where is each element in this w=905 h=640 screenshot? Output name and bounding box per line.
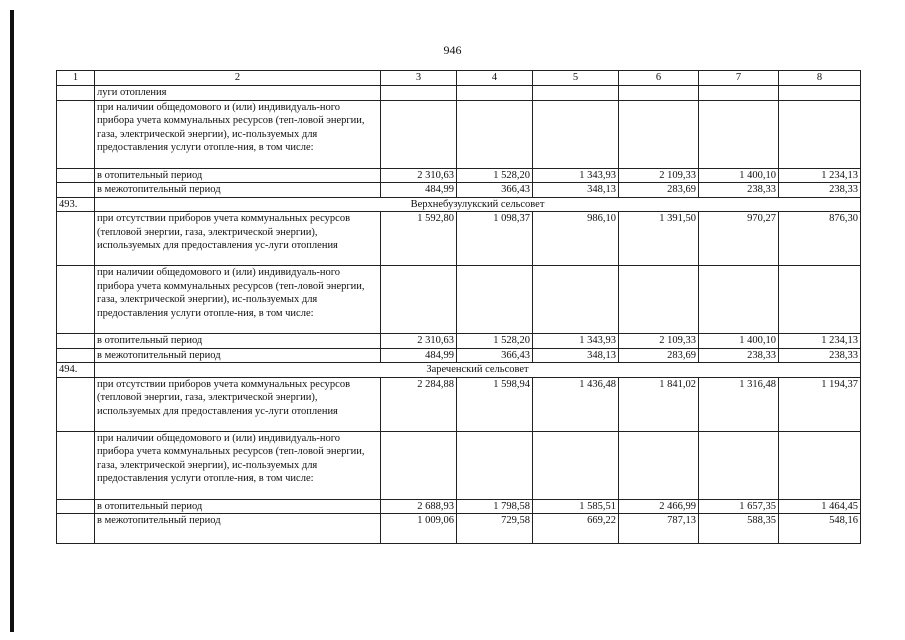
row-description: луги отопления	[95, 86, 381, 101]
tariff-value	[457, 100, 533, 168]
tariff-value: 876,30	[779, 212, 861, 266]
tariff-value: 669,22	[533, 514, 619, 544]
tariff-value: 348,13	[533, 348, 619, 363]
tariff-value: 238,33	[779, 348, 861, 363]
tariff-value: 2 310,63	[381, 334, 457, 349]
tariff-value: 1 343,93	[533, 334, 619, 349]
row-index	[57, 266, 95, 334]
tariff-value: 1 400,10	[699, 334, 779, 349]
tariff-value: 1 234,13	[779, 334, 861, 349]
row-description: при наличии общедомового и (или) индивидуаль-ного прибора учета коммунальных ресурсов (теп-ловой энергии, газа, электрической энергии), ис-пользуемых для предоставления услуги отопле-ния, в том числе:	[95, 431, 381, 499]
tariff-value: 1 400,10	[699, 168, 779, 183]
table-row	[57, 431, 861, 499]
tariff-value: 1 592,80	[381, 212, 457, 266]
tariff-value: 2 310,63	[381, 168, 457, 183]
tariff-value: 238,33	[699, 183, 779, 198]
column-header: 6	[619, 71, 699, 86]
tariff-value	[779, 100, 861, 168]
tariff-value	[381, 431, 457, 499]
column-header: 2	[95, 71, 381, 86]
tariff-value	[699, 86, 779, 101]
row-description: при наличии общедомового и (или) индивидуаль-ного прибора учета коммунальных ресурсов (теп-ловой энергии, газа, электрической энергии), ис-пользуемых для предоставления услуги отопле-ния, в том числе:	[95, 266, 381, 334]
tariff-value: 2 109,33	[619, 334, 699, 349]
column-header: 8	[779, 71, 861, 86]
row-index	[57, 431, 95, 499]
column-header: 4	[457, 71, 533, 86]
tariff-value: 283,69	[619, 183, 699, 198]
row-index	[57, 499, 95, 514]
tariff-value: 787,13	[619, 514, 699, 544]
table-row	[57, 514, 861, 544]
row-description: в межотопительный период	[95, 514, 381, 544]
tariff-value	[619, 431, 699, 499]
row-index	[57, 100, 95, 168]
tariff-value: 1 194,37	[779, 377, 861, 431]
tariff-value: 1 009,06	[381, 514, 457, 544]
row-index	[57, 86, 95, 101]
tariff-value	[457, 431, 533, 499]
tariff-value: 1 464,45	[779, 499, 861, 514]
row-index	[57, 168, 95, 183]
tariff-value: 348,13	[533, 183, 619, 198]
tariff-value	[779, 266, 861, 334]
tariff-value: 1 343,93	[533, 168, 619, 183]
tariff-value: 1 598,94	[457, 377, 533, 431]
row-index	[57, 377, 95, 431]
tariff-value: 1 528,20	[457, 168, 533, 183]
tariff-value	[381, 266, 457, 334]
tariff-value: 2 688,93	[381, 499, 457, 514]
column-header: 5	[533, 71, 619, 86]
table-row	[57, 499, 861, 514]
table-header-row	[57, 71, 861, 86]
tariff-value: 2 284,88	[381, 377, 457, 431]
table-row	[57, 334, 861, 349]
row-index: 494.	[57, 363, 95, 378]
tariff-value: 1 841,02	[619, 377, 699, 431]
row-description: в отопительный период	[95, 168, 381, 183]
tariff-value: 283,69	[619, 348, 699, 363]
region-row	[57, 197, 861, 212]
tariff-value: 1 391,50	[619, 212, 699, 266]
table-row	[57, 348, 861, 363]
page-number: 946	[443, 43, 462, 57]
table-body	[57, 86, 861, 544]
tariff-value: 1 234,13	[779, 168, 861, 183]
table-row	[57, 266, 861, 334]
tariff-value: 2 109,33	[619, 168, 699, 183]
tariff-value: 1 657,35	[699, 499, 779, 514]
column-header: 3	[381, 71, 457, 86]
tariff-value: 548,16	[779, 514, 861, 544]
tariff-value	[457, 86, 533, 101]
row-description: в межотопительный период	[95, 183, 381, 198]
tariff-value	[699, 431, 779, 499]
region-name: Зареченский сельсовет	[95, 363, 861, 378]
tariff-value: 2 466,99	[619, 499, 699, 514]
table-row	[57, 212, 861, 266]
table-row	[57, 100, 861, 168]
table-row	[57, 168, 861, 183]
table-row	[57, 183, 861, 198]
row-description: при отсутствии приборов учета коммунальных ресурсов (тепловой энергии, газа, электрической энергии), используемых для предоставления ус-луги отопления	[95, 377, 381, 431]
column-header: 1	[57, 71, 95, 86]
tariff-value: 1 436,48	[533, 377, 619, 431]
column-header: 7	[699, 71, 779, 86]
tariff-value	[779, 431, 861, 499]
row-index	[57, 348, 95, 363]
row-description: в межотопительный период	[95, 348, 381, 363]
row-index: 493.	[57, 197, 95, 212]
tariff-value: 1 098,37	[457, 212, 533, 266]
tariff-value: 1 798,58	[457, 499, 533, 514]
tariff-value	[381, 86, 457, 101]
row-description: при отсутствии приборов учета коммунальных ресурсов (тепловой энергии, газа, электрической энергии), используемых для предоставления ус-луги отопления	[95, 212, 381, 266]
tariff-value: 366,43	[457, 183, 533, 198]
tariff-value: 238,33	[779, 183, 861, 198]
tariff-value	[533, 431, 619, 499]
row-index	[57, 183, 95, 198]
tariff-value	[699, 100, 779, 168]
tariff-value	[619, 266, 699, 334]
tariff-value	[699, 266, 779, 334]
binding-edge	[10, 10, 14, 632]
tariff-value	[533, 266, 619, 334]
tariff-value: 986,10	[533, 212, 619, 266]
region-row	[57, 363, 861, 378]
table-row	[57, 377, 861, 431]
tariff-value: 1 528,20	[457, 334, 533, 349]
tariff-value	[619, 86, 699, 101]
tariff-value	[457, 266, 533, 334]
tariff-value: 484,99	[381, 183, 457, 198]
tariff-value: 484,99	[381, 348, 457, 363]
row-index	[57, 334, 95, 349]
tariff-table	[56, 70, 861, 544]
region-name: Верхнебузулукский сельсовет	[95, 197, 861, 212]
tariff-value	[533, 100, 619, 168]
tariff-value	[779, 86, 861, 101]
row-description: при наличии общедомового и (или) индивидуаль-ного прибора учета коммунальных ресурсов (теп-ловой энергии, газа, электрической энергии), ис-пользуемых для предоставления услуги отопле-ния, в том числе:	[95, 100, 381, 168]
tariff-value: 1 585,51	[533, 499, 619, 514]
row-description: в отопительный период	[95, 334, 381, 349]
tariff-value: 970,27	[699, 212, 779, 266]
row-description: в отопительный период	[95, 499, 381, 514]
row-index	[57, 514, 95, 544]
tariff-value	[381, 100, 457, 168]
tariff-value: 588,35	[699, 514, 779, 544]
table-row	[57, 86, 861, 101]
tariff-value: 1 316,48	[699, 377, 779, 431]
tariff-value	[619, 100, 699, 168]
row-index	[57, 212, 95, 266]
tariff-value: 729,58	[457, 514, 533, 544]
tariff-value	[533, 86, 619, 101]
tariff-value: 366,43	[457, 348, 533, 363]
tariff-value: 238,33	[699, 348, 779, 363]
